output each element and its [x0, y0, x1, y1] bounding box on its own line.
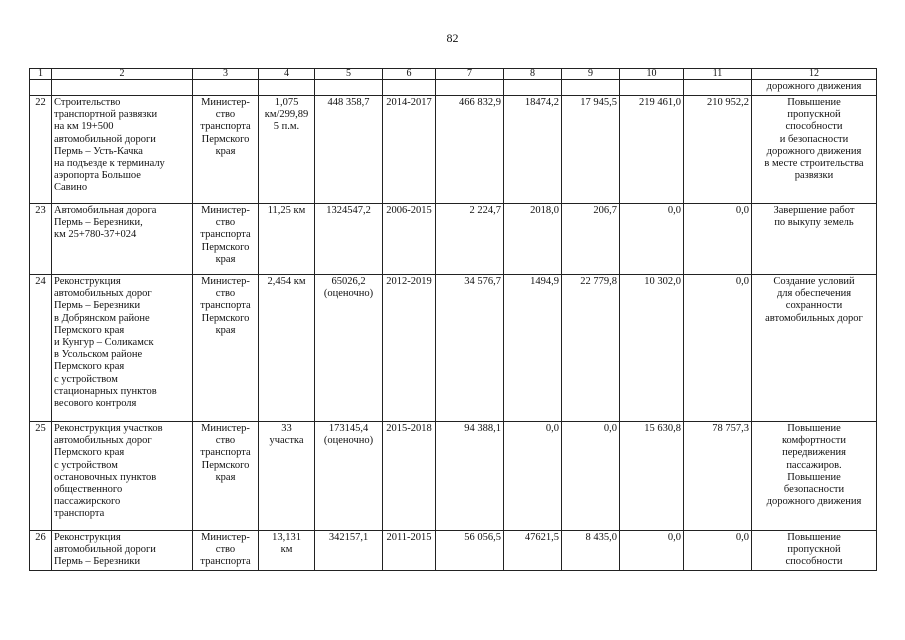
- project-name-line: автомобильных дорог: [54, 435, 152, 447]
- column-number-6: 6: [383, 69, 436, 80]
- expected-result: [752, 275, 877, 422]
- estimated-cost-line: 1324547,2: [326, 205, 371, 216]
- column-number-1: 1: [30, 69, 52, 80]
- expected-result: [752, 96, 877, 204]
- project-name-line: Реконструкция: [54, 276, 121, 287]
- executor-line: Пермского: [201, 459, 250, 471]
- column-number-11: 11: [684, 69, 752, 80]
- capacity-line: км: [280, 544, 293, 556]
- value-col-10: 0,0: [620, 204, 684, 275]
- value-col-9: 0,0: [562, 422, 620, 531]
- executor-line: Пермского: [201, 241, 250, 253]
- executor-line: транспорта: [200, 447, 251, 459]
- period: 2006-2015: [383, 204, 436, 275]
- expected-result: [752, 422, 877, 531]
- expected-result-line: пассажиров.: [786, 459, 842, 471]
- value-col-9: 206,7: [562, 204, 620, 275]
- expected-result-line: сохранности: [785, 300, 843, 312]
- project-name-line: Савино: [54, 182, 88, 194]
- project-name-line: транспортной развязки: [54, 109, 158, 121]
- executor-line: Министер-: [201, 532, 250, 543]
- capacity: [259, 275, 315, 422]
- executor: [193, 275, 259, 422]
- row-number: 23: [30, 204, 52, 275]
- value-col-11: 0,0: [684, 531, 752, 571]
- expected-result-line: Повышение: [787, 471, 841, 483]
- value-col-10: 219 461,0: [620, 96, 684, 204]
- expected-result-line: передвижения: [782, 447, 846, 459]
- estimated-cost: [315, 275, 383, 422]
- value-col-7: 466 832,9: [436, 96, 504, 204]
- expected-result-line: безопасности: [783, 484, 845, 496]
- project-name: [52, 96, 193, 204]
- expected-result: [752, 204, 877, 275]
- value-col-11: 0,0: [684, 204, 752, 275]
- table-row: [30, 422, 877, 531]
- table-row: [30, 96, 877, 204]
- project-name: [52, 204, 193, 275]
- capacity: [259, 204, 315, 275]
- column-number-12: 12: [752, 69, 877, 80]
- expected-result-line: пропускной: [787, 109, 841, 121]
- executor-line: Министер-: [201, 276, 250, 287]
- column-number-3: 3: [193, 69, 259, 80]
- project-name-line: в Усольском районе: [54, 349, 143, 361]
- project-name-line: пассажирского: [54, 496, 121, 508]
- expected-result-line: Создание условий: [773, 276, 855, 287]
- row-number: 26: [30, 531, 52, 571]
- executor-line: края: [215, 471, 236, 483]
- executor-line: ство: [215, 109, 236, 121]
- project-name-line: общественного: [54, 484, 123, 496]
- executor-line: Министер-: [201, 205, 250, 216]
- project-name-line: стационарных пунктов: [54, 385, 157, 397]
- estimated-cost: [315, 531, 383, 571]
- expected-result-line: по выкупу земель: [774, 217, 854, 229]
- column-number-5: 5: [315, 69, 383, 80]
- capacity-line: 1,075: [274, 97, 299, 108]
- expected-result-line: Повышение: [787, 97, 841, 108]
- executor: [193, 531, 259, 571]
- project-name-line: весового контроля: [54, 398, 137, 410]
- project-name-line: Пермского края: [54, 447, 125, 459]
- table-row: [30, 275, 877, 422]
- value-col-8: 1494,9: [504, 275, 562, 422]
- expected-result-line: и безопасности: [779, 133, 849, 145]
- value-col-7: 2 224,7: [436, 204, 504, 275]
- project-name-line: Пермь – Усть-Качка: [54, 145, 143, 157]
- project-name-line: Реконструкция участков: [54, 423, 163, 434]
- capacity-line: 33: [281, 423, 292, 434]
- executor-line: Министер-: [201, 423, 250, 434]
- continuation-row: [30, 80, 877, 96]
- expected-result-line: пропускной: [787, 544, 841, 556]
- executor-line: транспорта: [200, 300, 251, 312]
- row-number: 25: [30, 422, 52, 531]
- estimated-cost: [315, 96, 383, 204]
- value-col-11: 210 952,2: [684, 96, 752, 204]
- executor: [193, 96, 259, 204]
- capacity-line: 13,131: [272, 532, 301, 543]
- value-col-11: 78 757,3: [684, 422, 752, 531]
- project-name-line: и Кунгур – Соликамск: [54, 337, 154, 349]
- project-name-line: аэропорта Большое: [54, 170, 141, 182]
- period: 2011-2015: [383, 531, 436, 571]
- table-row: [30, 204, 877, 275]
- project-name-line: Строительство: [54, 97, 121, 108]
- executor-line: Пермского: [201, 133, 250, 145]
- capacity: [259, 531, 315, 571]
- executor: [193, 422, 259, 531]
- table-row: [30, 531, 877, 571]
- row-number: 22: [30, 96, 52, 204]
- column-number-8: 8: [504, 69, 562, 80]
- column-number-2: 2: [52, 69, 193, 80]
- executor-line: транспорта: [200, 121, 251, 133]
- project-name-line: остановочных пунктов: [54, 471, 157, 483]
- project-name-line: с устройством: [54, 459, 118, 471]
- column-number-9: 9: [562, 69, 620, 80]
- column-number-10: 10: [620, 69, 684, 80]
- expected-result-line: дорожного движения: [766, 496, 862, 508]
- value-col-7: 34 576,7: [436, 275, 504, 422]
- executor-line: ство: [215, 217, 236, 229]
- period: 2012-2019: [383, 275, 436, 422]
- estimated-cost-line: (оценочно): [323, 435, 374, 447]
- capacity-line: 2,454 км: [267, 276, 306, 287]
- executor-line: края: [215, 145, 236, 157]
- estimated-cost: [315, 422, 383, 531]
- project-name: [52, 275, 193, 422]
- project-name-line: Пермского края: [54, 324, 125, 336]
- value-col-7: 94 388,1: [436, 422, 504, 531]
- column-number-7: 7: [436, 69, 504, 80]
- page-number: 82: [446, 31, 459, 45]
- row-number: 24: [30, 275, 52, 422]
- expected-result-line: для обеспечения: [776, 288, 852, 300]
- value-col-9: 17 945,5: [562, 96, 620, 204]
- project-name: [52, 422, 193, 531]
- project-name-line: на подъезде к терминалу: [54, 158, 165, 170]
- executor-line: Пермского: [201, 312, 250, 324]
- executor-line: края: [215, 253, 236, 265]
- project-name-line: в Добрянском районе: [54, 312, 150, 324]
- expected-result-line: комфортности: [781, 435, 846, 447]
- expected-result-line: автомобильных дорог: [765, 312, 863, 324]
- expected-result: [752, 531, 877, 571]
- estimated-cost-line: 173145,4: [328, 423, 369, 434]
- project-name-line: Пермского края: [54, 361, 125, 373]
- estimated-cost: [315, 204, 383, 275]
- estimated-cost-line: 448 358,7: [327, 97, 370, 108]
- expected-result-line: в месте строительства: [764, 158, 864, 170]
- executor-line: ство: [215, 435, 236, 447]
- value-col-11: 0,0: [684, 275, 752, 422]
- expected-result-line: дорожного движения: [766, 145, 862, 157]
- estimated-cost-line: (оценочно): [323, 288, 374, 300]
- value-col-8: 0,0: [504, 422, 562, 531]
- capacity: [259, 96, 315, 204]
- project-name-line: км 25+780-37+024: [54, 229, 137, 241]
- value-col-8: 47621,5: [504, 531, 562, 571]
- value-col-7: 56 056,5: [436, 531, 504, 571]
- project-name-line: на км 19+500: [54, 121, 114, 133]
- value-col-8: 18474,2: [504, 96, 562, 204]
- project-name-line: Пермь – Березники: [54, 556, 141, 568]
- executor-line: ство: [215, 544, 236, 556]
- project-name-line: Автомобильная дорога: [54, 205, 157, 216]
- project-name-line: Пермь – Березники: [54, 300, 141, 312]
- value-col-8: 2018,0: [504, 204, 562, 275]
- expected-result-line: способности: [785, 556, 843, 568]
- period: 2015-2018: [383, 422, 436, 531]
- project-name-line: автомобильной дороги: [54, 544, 156, 556]
- capacity-line: 11,25 км: [267, 205, 306, 216]
- executor: [193, 204, 259, 275]
- project-name-line: Реконструкция: [54, 532, 121, 543]
- expected-result-line: развязки: [794, 170, 834, 182]
- expected-result-line: способности: [785, 121, 843, 133]
- investment-table: [29, 68, 877, 571]
- capacity-line: участка: [269, 435, 304, 447]
- capacity: [259, 422, 315, 531]
- project-name-line: Пермь – Березники,: [54, 217, 143, 229]
- expected-result-line: Завершение работ: [773, 205, 855, 216]
- capacity-line: 5 п.м.: [273, 121, 300, 133]
- executor-line: транспорта: [200, 556, 251, 568]
- project-name: [52, 531, 193, 571]
- column-number-4: 4: [259, 69, 315, 80]
- executor-line: края: [215, 324, 236, 336]
- value-col-10: 10 302,0: [620, 275, 684, 422]
- project-name-line: транспорта: [54, 508, 105, 520]
- project-name-line: с устройством: [54, 373, 118, 385]
- project-name-line: автомобильных дорог: [54, 288, 152, 300]
- executor-line: ство: [215, 288, 236, 300]
- value-col-9: 8 435,0: [562, 531, 620, 571]
- executor-line: Министер-: [201, 97, 250, 108]
- expected-result-line: Повышение: [787, 532, 841, 543]
- capacity-line: км/299,89: [264, 109, 309, 121]
- expected-result-line: Повышение: [787, 423, 841, 434]
- executor-line: транспорта: [200, 229, 251, 241]
- value-col-10: 0,0: [620, 531, 684, 571]
- value-col-9: 22 779,8: [562, 275, 620, 422]
- continuation-cell: дорожного движения: [752, 80, 877, 96]
- estimated-cost-line: 65026,2: [331, 276, 366, 287]
- estimated-cost-line: 342157,1: [328, 532, 369, 543]
- project-name-line: автомобильной дороги: [54, 133, 156, 145]
- period: 2014-2017: [383, 96, 436, 204]
- column-number-row: [30, 69, 877, 80]
- value-col-10: 15 630,8: [620, 422, 684, 531]
